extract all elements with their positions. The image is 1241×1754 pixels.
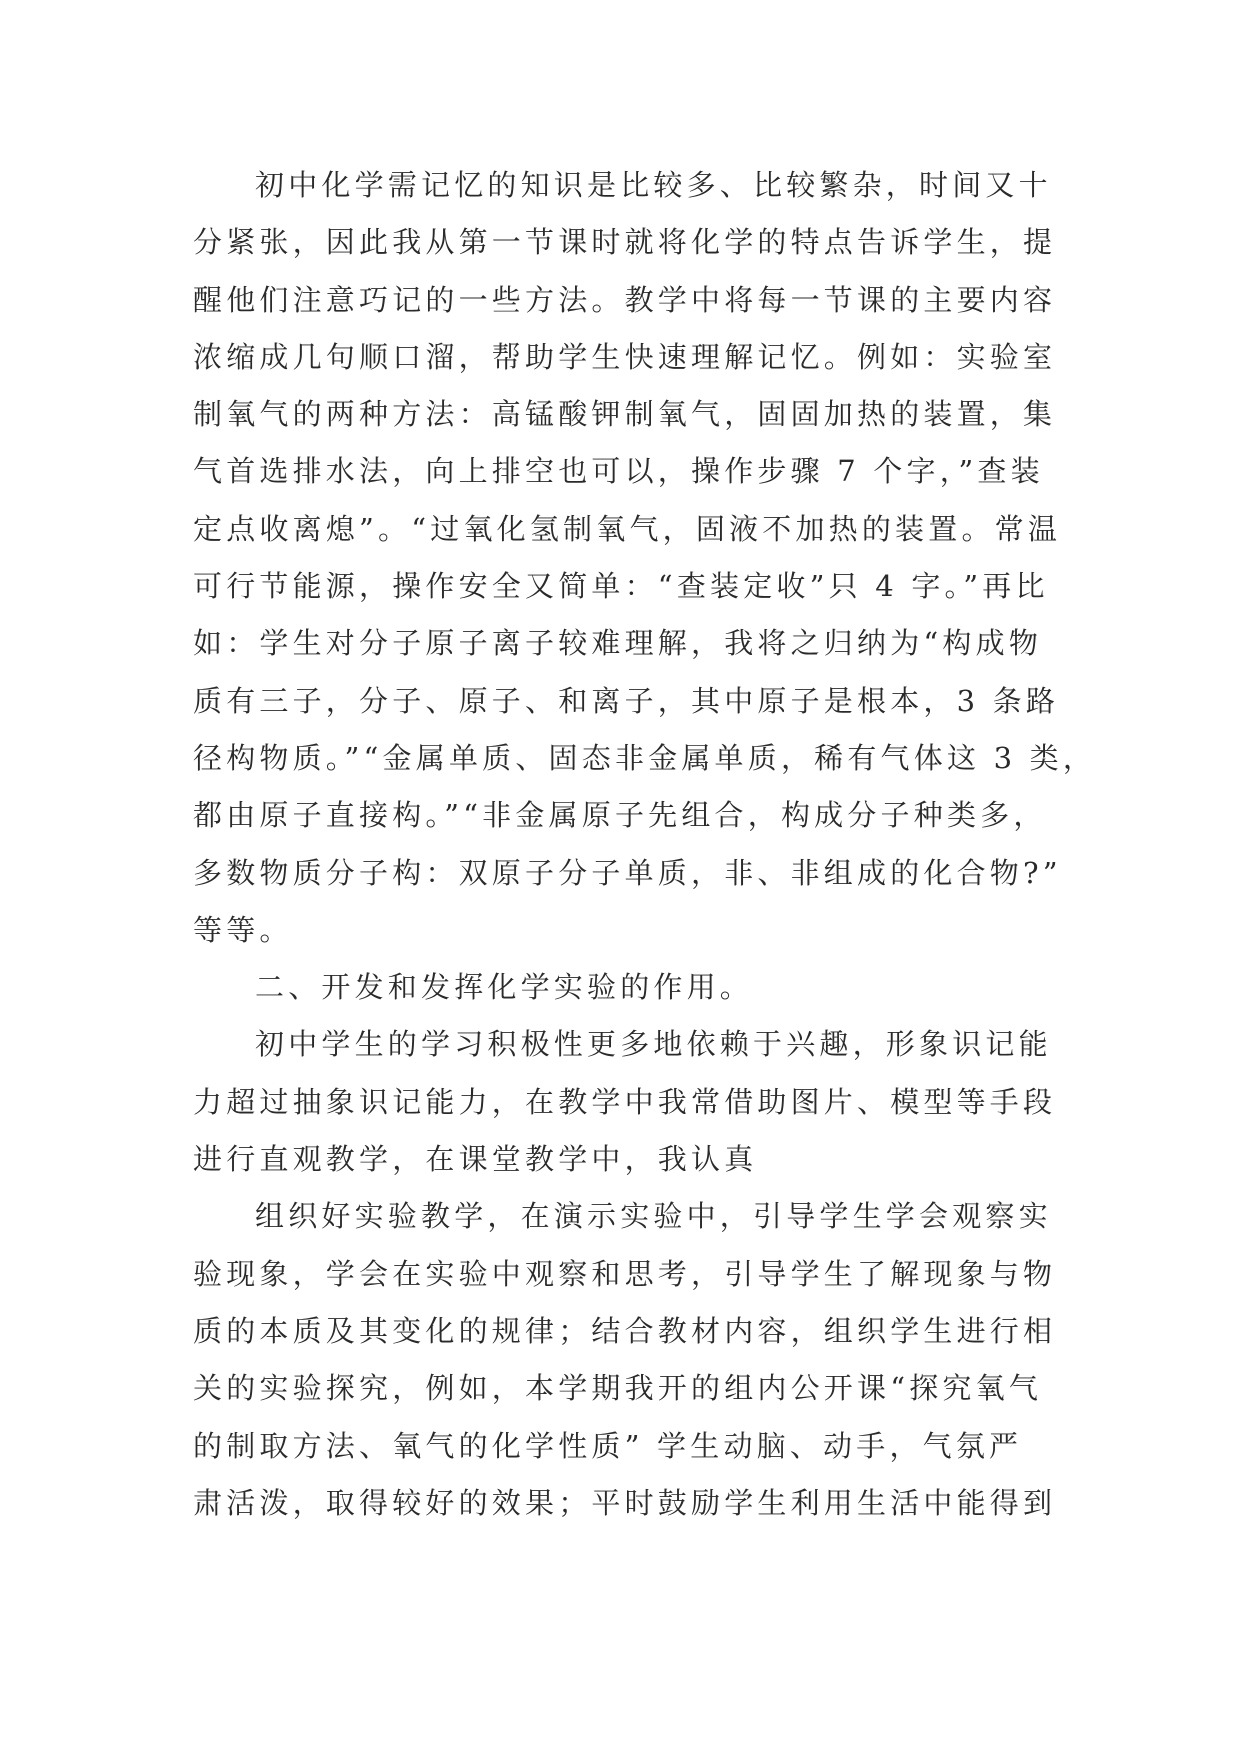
section-heading: 二、开发和发挥化学实验的作用。 <box>255 970 754 1005</box>
text-line: 质的本质及其变化的规律；结合教材内容，组织学生进行相 <box>193 1313 1057 1348</box>
text-line: 定点收离熄”。“过氧化氢制氧气，固液不加热的装置。常温 <box>193 511 1062 546</box>
text-line: 如：学生对分子原子离子较难理解，我将之归纳为“构成物 <box>193 626 1043 661</box>
document-body <box>193 157 1097 1532</box>
text-line: 的制取方法、氧气的化学性质” 学生动脑、动手，气氛严 <box>193 1428 1023 1463</box>
paragraph-visual-teaching <box>193 1016 1057 1188</box>
text-line: 气首选排水法，向上排空也可以，操作步骤 7 个字，”查装 <box>193 454 1044 489</box>
text-line: 关的实验探究，例如，本学期我开的组内公开课“探究氧气 <box>193 1371 1043 1406</box>
section-heading-experiments <box>193 959 1048 1016</box>
text-line: 初中学生的学习积极性更多地依赖于兴趣，形象识记能 <box>255 1027 1052 1062</box>
text-line: 径构物质。”“金属单质、固态非金属单质，稀有气体这 3 类， <box>193 740 1097 775</box>
text-line: 质有三子，分子、原子、和离子，其中原子是根本，3 条路 <box>193 683 1060 718</box>
paragraph-organize-experiments <box>193 1188 1057 1532</box>
text-line: 都由原子直接构。”“非金属原子先组合，构成分子种类多， <box>193 798 1047 833</box>
text-line: 进行直观教学，在课堂教学中，我认真 <box>193 1142 758 1177</box>
text-line: 等等。 <box>193 912 293 947</box>
text-line: 分紧张，因此我从第一节课时就将化学的特点告诉学生，提 <box>193 225 1057 260</box>
text-line: 验现象，学会在实验中观察和思考，引导学生了解现象与物 <box>193 1256 1057 1291</box>
text-line: 肃活泼，取得较好的效果；平时鼓励学生利用生活中能得到 <box>193 1485 1057 1520</box>
text-line: 可行节能源，操作安全又简单：“查装定收”只 4 字。”再比 <box>193 569 1049 604</box>
text-line: 组织好实验教学，在演示实验中，引导学生学会观察实 <box>255 1199 1052 1234</box>
text-line: 多数物质分子构：双原子分子单质，非、非组成的化合物?” <box>193 855 1062 890</box>
paragraph-memory-methods <box>193 157 1097 959</box>
text-line: 浓缩成几句顺口溜，帮助学生快速理解记忆。例如：实验室 <box>193 339 1057 374</box>
text-line: 力超过抽象识记能力，在教学中我常借助图片、模型等手段 <box>193 1084 1057 1119</box>
text-line: 初中化学需记忆的知识是比较多、比较繁杂，时间又十 <box>255 168 1052 202</box>
text-line: 醒他们注意巧记的一些方法。教学中将每一节课的主要内容 <box>193 282 1057 317</box>
text-line: 制氧气的两种方法：高锰酸钾制氧气，固固加热的装置，集 <box>193 397 1057 432</box>
